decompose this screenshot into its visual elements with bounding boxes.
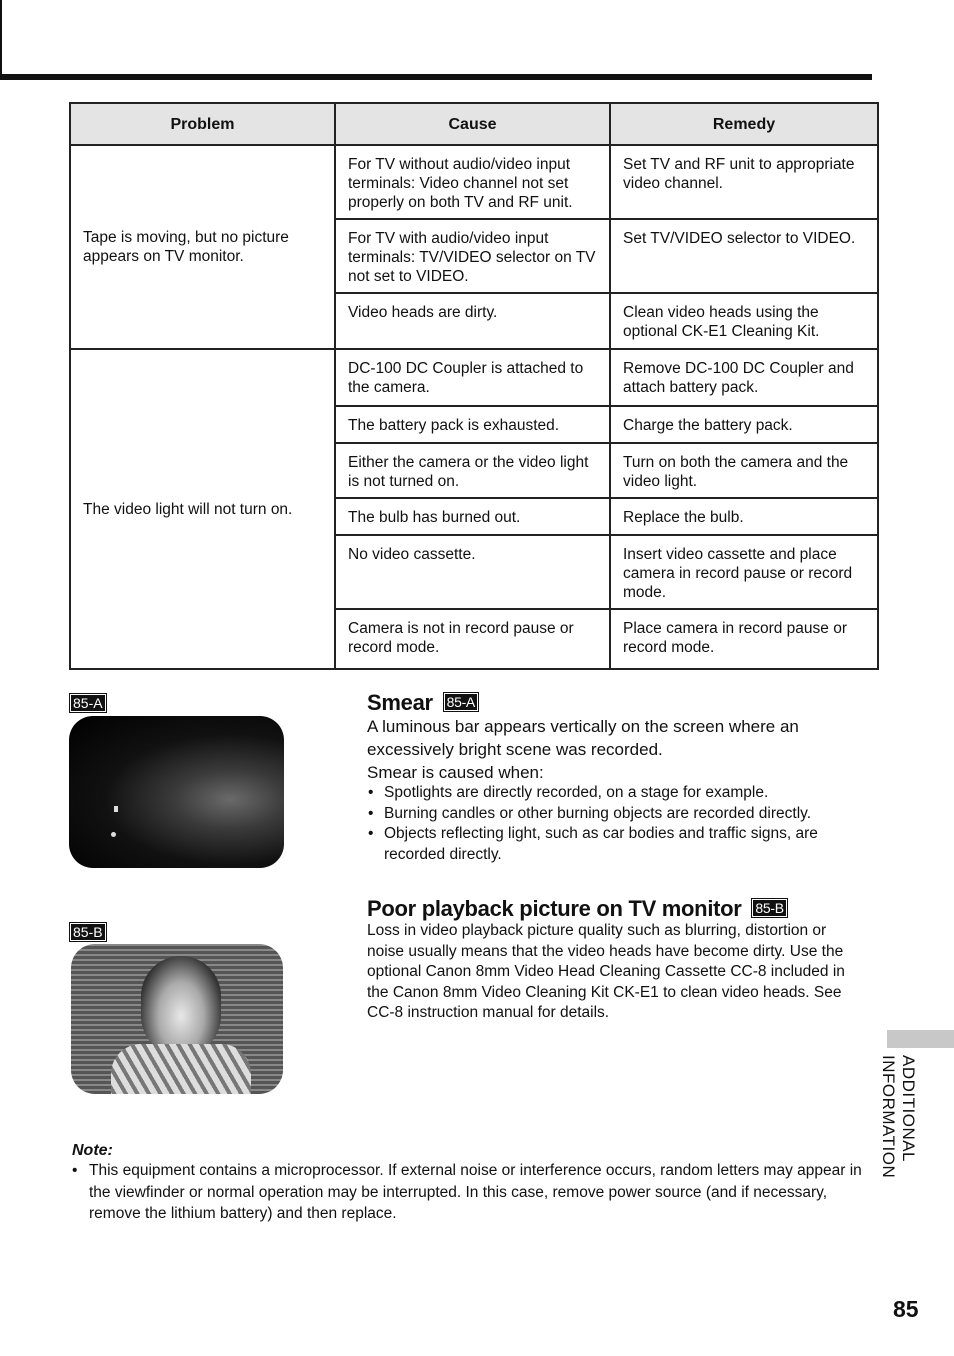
cause-cell: The bulb has burned out. — [335, 498, 610, 535]
remedy-cell: Place camera in record pause or record mode. — [610, 609, 878, 669]
figure-b-badge: 85-B — [69, 922, 107, 942]
section-tab-marker — [887, 1030, 954, 1048]
problem-cell: Tape is moving, but no picture appears on TV monitor. — [70, 145, 335, 349]
troubleshooting-table — [69, 102, 879, 670]
cause-cell: Camera is not in record pause or record mode. — [335, 609, 610, 669]
noisy-playback-photo — [71, 944, 283, 1094]
list-item: • Spotlights are directly recorded, on a stage for example. — [367, 783, 859, 804]
cause-cell: For TV without audio/video input terminals: Video channel not set properly on both TV and RF unit. — [335, 145, 610, 219]
remedy-cell: Set TV and RF unit to appropriate video channel. — [610, 145, 878, 219]
remedy-cell: Replace the bulb. — [610, 498, 878, 535]
remedy-cell: Turn on both the camera and the video light. — [610, 443, 878, 498]
cause-cell: Either the camera or the video light is not turned on. — [335, 443, 610, 498]
remedy-cell: Remove DC-100 DC Coupler and attach battery pack. — [610, 349, 878, 406]
table-header-row — [70, 103, 878, 145]
smear-intro: A luminous bar appears vertically on the screen where an excessively bright scene was recorded. — [367, 717, 799, 759]
smear-figure-ref: 85-A — [443, 692, 479, 712]
playback-heading — [367, 896, 788, 922]
list-item: • Objects reflecting light, such as car bodies and traffic signs, are recorded directly. — [367, 824, 859, 865]
playback-figure-ref: 85-B — [751, 898, 787, 918]
header-cause: Cause — [335, 103, 610, 145]
note-body — [72, 1160, 877, 1225]
problem-cell: The video light will not turn on. — [70, 349, 335, 669]
cause-cell: The battery pack is exhausted. — [335, 406, 610, 443]
light-spot — [111, 832, 116, 837]
header-problem: Problem — [70, 103, 335, 145]
smear-cause-list — [367, 783, 859, 865]
header-remedy: Remedy — [610, 103, 878, 145]
note-bullet: • — [72, 1162, 78, 1179]
page-edge-line — [0, 0, 2, 80]
cause-cell: No video cassette. — [335, 535, 610, 609]
playback-text: Loss in video playback picture quality such as blurring, distortion or noise usually means that the video heads have become dirty. Use the optional Canon 8mm Video Head Cleaning Cassette CC-8 included in the Canon 8mm Video Cleaning Kit CK-E1 to clean video heads. See CC-8 instruction manual for details. — [367, 922, 845, 1021]
header-rule — [0, 74, 872, 80]
cause-cell: For TV with audio/video input terminals: TV/VIDEO selector on TV not set to VIDEO. — [335, 219, 610, 293]
section-tab-label: ADDITIONAL INFORMATION — [879, 1055, 918, 1179]
smear-heading — [367, 690, 479, 716]
cause-cell: DC-100 DC Coupler is attached to the camera. — [335, 349, 610, 406]
figure-a-badge: 85-A — [69, 693, 107, 713]
smear-cause-lead: Smear is caused when: — [367, 763, 544, 782]
figure-b-label — [69, 922, 107, 942]
remedy-cell: Set TV/VIDEO selector to VIDEO. — [610, 219, 878, 293]
note-text: This equipment contains a microprocessor. If external noise or interference occurs, random letters may appear in the viewfinder or normal operation may be interrupted. In this case, remove power source (and if necessary, remove the lithium battery) and then replace. — [89, 1162, 862, 1222]
photo-subject-body — [111, 1044, 251, 1094]
remedy-cell: Insert video cassette and place camera in record pause or record mode. — [610, 535, 878, 609]
playback-title: Poor playback picture on TV monitor — [367, 896, 742, 921]
list-item: • Burning candles or other burning objects are recorded directly. — [367, 804, 859, 825]
note-title: Note: — [72, 1142, 113, 1159]
figure-a-label — [69, 693, 107, 713]
table-row — [70, 145, 878, 219]
table-row — [70, 349, 878, 406]
photo-subject — [141, 956, 221, 1056]
smear-example-photo — [69, 716, 284, 868]
remedy-cell: Charge the battery pack. — [610, 406, 878, 443]
smear-title: Smear — [367, 690, 433, 715]
light-spot — [114, 806, 118, 812]
remedy-cell: Clean video heads using the optional CK-E1 Cleaning Kit. — [610, 293, 878, 349]
cause-cell: Video heads are dirty. — [335, 293, 610, 349]
page-number: 85 — [893, 1296, 919, 1322]
